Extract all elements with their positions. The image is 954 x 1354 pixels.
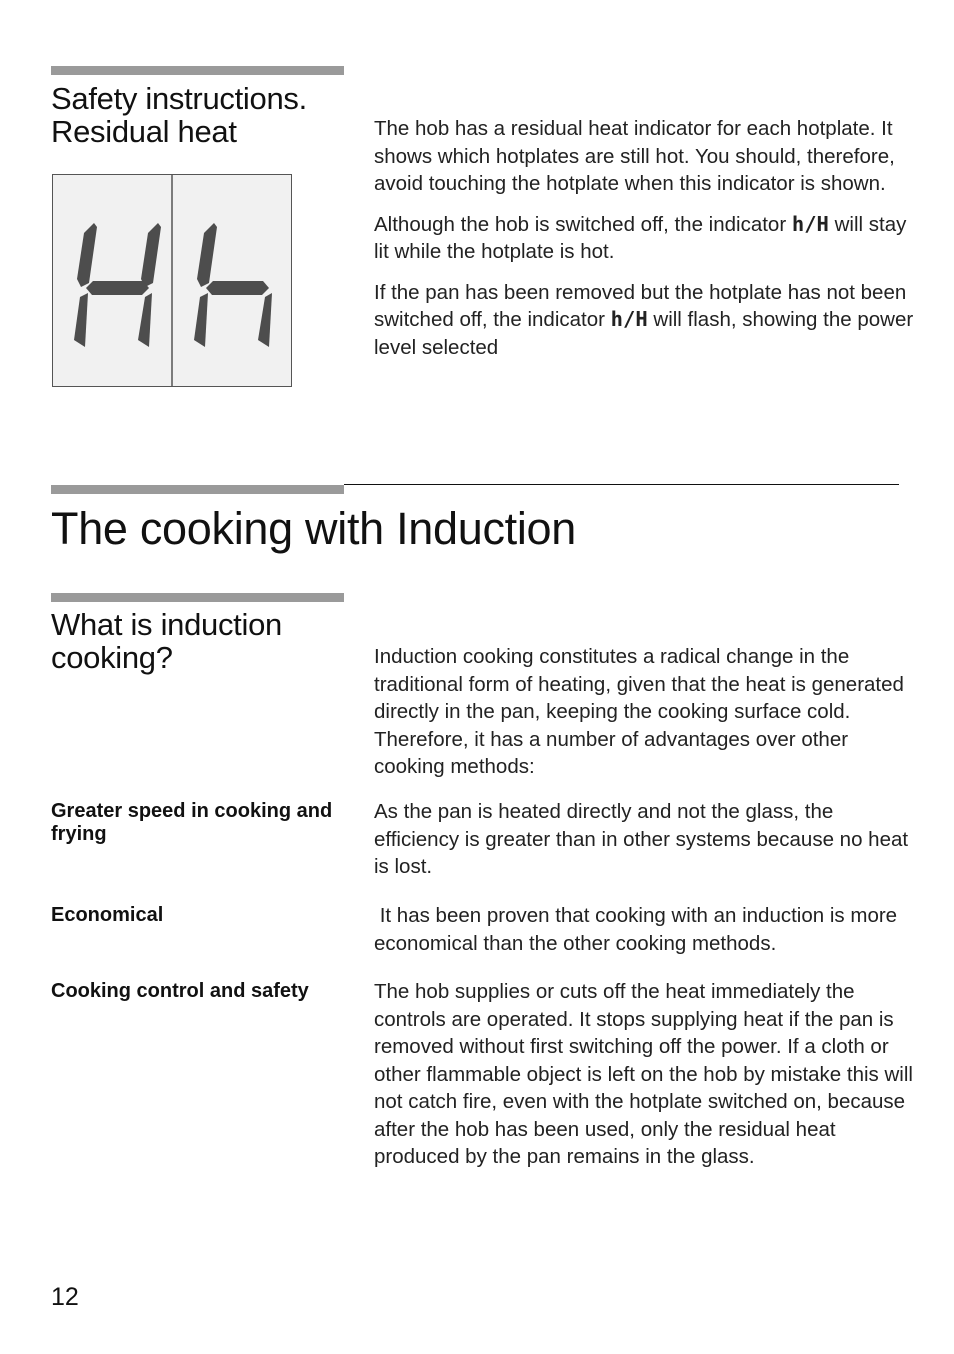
paragraph (374, 211, 914, 266)
paragraph (374, 279, 914, 362)
paragraph: The hob has a residual heat indicator for each hotplate. It shows which hotplates are still hot. You should, therefore, avoid touching the hotplate when this indicator is shown. (374, 117, 895, 195)
induction-intro: Induction cooking constitutes a radical change in the traditional form of heating, given that the heat is generated directly in the pan, keeping the cooking surface cold. Therefore, it has a number of advantages over other cooking methods: (374, 645, 904, 778)
item-heading-speed: Greater speed in cooking and frying (51, 800, 333, 845)
item-heading-economical: Economical (51, 904, 164, 926)
indicator-symbol-icon: h/H (791, 211, 829, 236)
indicator-symbol-icon: h/H (610, 307, 648, 331)
item-text-speed: As the pan is heated directly and not the glass, the efficiency is greater than in other systems because no heat is lost. (374, 800, 909, 878)
section-bar (51, 485, 344, 494)
divider (344, 484, 899, 485)
text: will flash, showing the power level selected (374, 308, 914, 359)
page-number: 12 (51, 1283, 79, 1311)
heading-line: What is induction (51, 607, 282, 642)
heading-line: cooking? (51, 640, 173, 675)
heading-line: Residual heat (51, 114, 237, 149)
section-bar (51, 593, 344, 602)
seven-segment-hh-icon (53, 175, 291, 386)
item-text-economical: It has been proven that cooking with an induction is more economical than the other cooking methods. (374, 904, 903, 955)
text: If the pan has been removed but the hotplate has not been switched off, the indicator (374, 280, 907, 331)
page-title: The cooking with Induction (51, 503, 577, 554)
section-bar (51, 66, 344, 75)
text: will stay lit while the hotplate is hot. (374, 212, 907, 263)
heading-line: Safety instructions. (51, 81, 307, 116)
item-heading-control: Cooking control and safety (51, 980, 309, 1002)
section-heading-residual-heat (51, 82, 351, 148)
residual-heat-display-icon (52, 174, 292, 387)
text: Although the hob is switched off, the indicator (374, 212, 787, 236)
section-heading-induction (51, 608, 351, 674)
residual-heat-text (374, 115, 914, 361)
item-text-control: The hob supplies or cuts off the heat immediately the controls are operated. It stops supplying heat if the pan is removed without first switching off the power. If a cloth or other flammable object is left on the hob by mistake this will not catch fire, even with the hotplate switched on, because after the hob has been used, only the residual heat produced by the pan remains in the glass. (374, 980, 913, 1168)
